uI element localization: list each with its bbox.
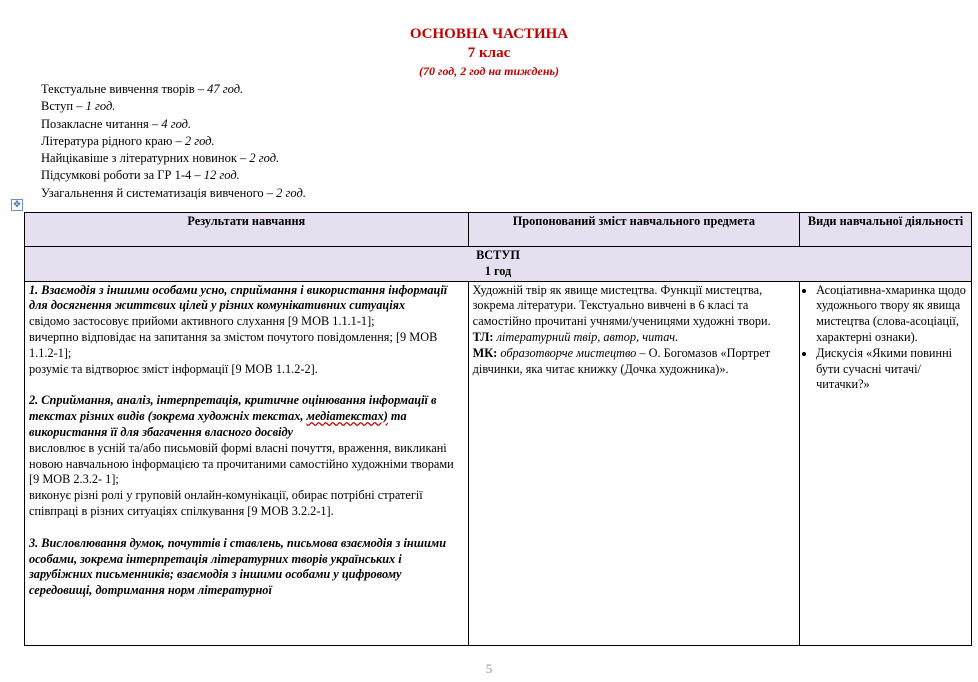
page-number: 5 [485, 661, 493, 676]
intro-line: Текстуальне вивчення творів – 47 год. [41, 82, 244, 96]
result-line: виконує різні ролі у груповій онлайн-комунікації, обирає потрібні стратегії співпраці в різних ситуаціях спілкування [9 МОВ 3.2.2-1]. [29, 488, 423, 518]
content-text: Художній твір як явище мистецтва. Функції мистецтва, зокрема літератури. Текстуально вивчені в 6 класі та самостійно прочитані учнями/ученицями художні твори. [472, 282, 771, 329]
intro-line: Вступ – 1 год. [41, 99, 116, 114]
result-line: висловлює в усній та/або письмовій формі власні почуття, враження, викликані новою навчальною інформацією та прочитаними самостійно художніми творами [9 МОВ 2.3.2- 1]; [29, 440, 454, 487]
intro-line: Позакласне читання – 4 год. [41, 116, 192, 131]
hours-distribution-list [41, 81, 306, 202]
theory-line: ТЛ: літературний твір, автор, читач. [472, 329, 679, 344]
header-proposed-content: Пропонований зміст навчального предмета [468, 213, 799, 247]
activity-types-cell [800, 281, 972, 645]
learning-results-cell [25, 281, 469, 645]
result-group-title: 1. Взаємодія з іншими особами усно, сприймання і використання інформації для досягнення життєвих цілей у різних комунікативних ситуаціях [29, 282, 448, 313]
table-row [25, 281, 972, 645]
list-item: • Асоціативна-хмаринка щодо художнього твору як явища мистецтва (слова-асоціації, характерні ознаки). [816, 283, 967, 346]
proposed-content-cell [468, 281, 799, 645]
section-header: ВСТУП 1 год [25, 247, 972, 282]
header-learning-results: Результати навчання [25, 213, 469, 247]
hours-subtitle: (70 год, 2 год на тиждень) [419, 64, 559, 78]
result-line: свідомо застосовує прийоми активного слухання [9 МОВ 1.1.1-1]; [29, 314, 375, 329]
activity-list [804, 283, 967, 394]
grade-title: 7 клас [467, 45, 511, 61]
table-header-row [25, 213, 972, 247]
interdisciplinary-line: МК: образотворче мистецтво – О. Богомазов «Портрет дівчинки, яка читає книжку (Дочка художника)». [472, 345, 771, 376]
intro-line: Найцікавіше з літературних новинок – 2 год. [41, 151, 280, 166]
list-item: • Дискусія «Якими повинні бути сучасні читачі/читачки?» [816, 346, 967, 393]
result-line: вичерпно відповідає на запитання за змістом почутого повідомлення; [9 МОВ 1.1.2-1]; [29, 329, 438, 360]
intro-line: Підсумкові роботи за ГР 1-4 – 12 год. [41, 168, 240, 183]
table-move-handle-icon[interactable]: ✥ [11, 199, 23, 211]
result-line: розуміє та відтворює зміст інформації [9 МОВ 1.1.2-2]. [29, 361, 318, 376]
section-row [25, 247, 972, 282]
section-title: ОСНОВНА ЧАСТИНА [409, 26, 569, 42]
result-group-title: 2. Сприймання, аналіз, інтерпретація, критичне оцінювання інформації в текстах різних видів (зокрема художніх текстах, медіатекстах) та використання її для збагачення власного досвіду [29, 393, 437, 439]
result-group-title: 3. Висловлювання думок, почуттів і ставлень, письмова взаємодія з іншими особами, зокрема інтерпретація літературних творів українських і зарубіжних письменників; взаємодія з іншими особами у цифровому середовищі, дотримання норм літературної [29, 535, 447, 598]
header-activity-types: Види навчальної діяльності [800, 213, 972, 247]
intro-line: Література рідного краю – 2 год. [41, 133, 215, 148]
intro-line: Узагальнення й систематизація вивченого – 2 год. [41, 185, 306, 200]
curriculum-table [24, 212, 972, 646]
